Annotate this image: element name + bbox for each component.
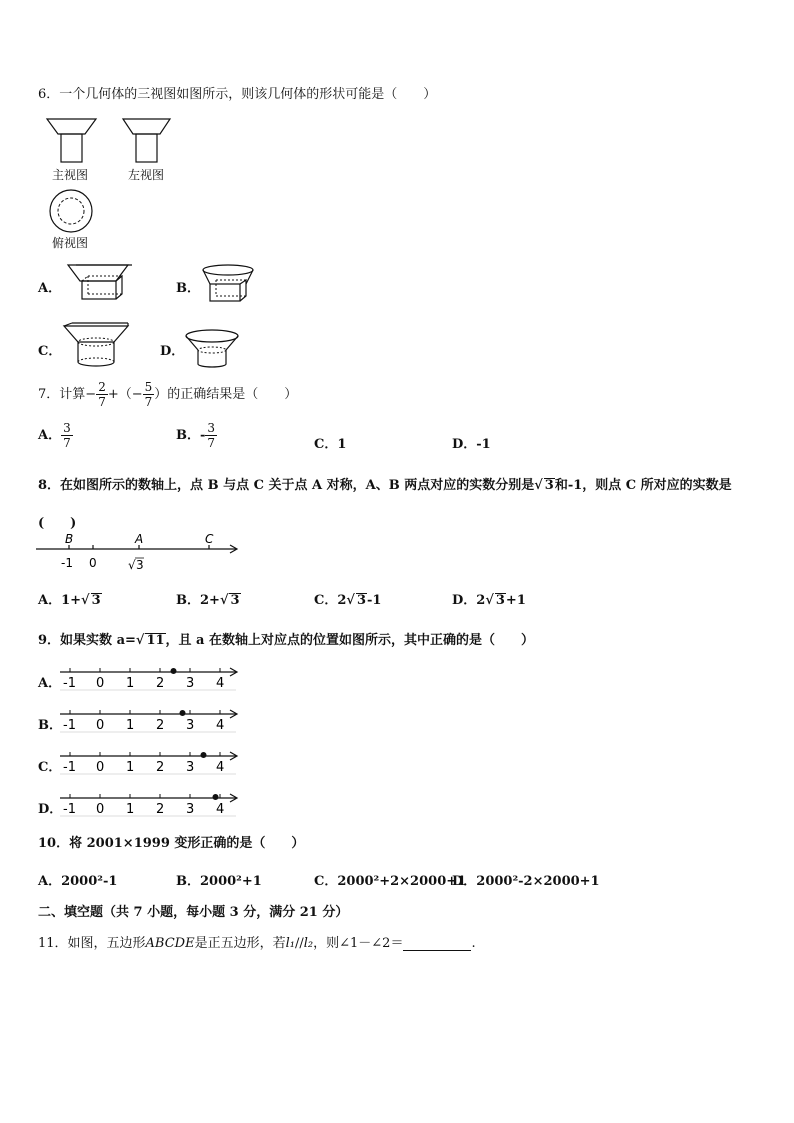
q9-axis-tick-label: 3 bbox=[186, 760, 195, 775]
q6-option-b-figure bbox=[200, 264, 260, 306]
question-9-text bbox=[38, 629, 534, 648]
q9-option-a-label: A． bbox=[38, 676, 62, 691]
q8-option-a-text: A．1+ bbox=[38, 593, 82, 608]
q9-option-b-number-line bbox=[58, 706, 240, 734]
q9-text-part2: ，且 a 在数轴上对应点的位置如图所示，其中正确的是（ ） bbox=[165, 633, 535, 648]
q6-option-a-label: A． bbox=[38, 281, 62, 296]
q6-option-b-label: B． bbox=[176, 281, 200, 296]
q8-axis-root-sign: √ bbox=[128, 558, 136, 572]
q6-option-a-figure bbox=[66, 261, 136, 303]
q8-root-value: 3 bbox=[544, 478, 554, 493]
q8-axis-label-a: A bbox=[135, 532, 144, 546]
q11-pentagon-name: ABCDE bbox=[145, 936, 195, 951]
q6-option-c-label: C． bbox=[38, 344, 62, 359]
q9-axis-tick-label: 0 bbox=[96, 760, 105, 775]
top-view-figure bbox=[48, 188, 98, 234]
q9-axis-tick-label: -1 bbox=[63, 718, 76, 733]
q8-option-d-tail: +1 bbox=[505, 593, 526, 608]
q9-axis-tick-label: 3 bbox=[186, 718, 195, 733]
q9-axis-tick-label: -1 bbox=[63, 802, 76, 817]
q7-option-b-num: 3 bbox=[207, 421, 216, 435]
q9-axis-tick-label: 1 bbox=[126, 718, 135, 733]
q6-option-c-figure bbox=[62, 322, 132, 370]
q9-axis-tick-label: -1 bbox=[63, 760, 76, 775]
left-view-figure bbox=[120, 116, 176, 166]
q7-option-a-num: 3 bbox=[63, 421, 71, 435]
q9-point-a bbox=[171, 668, 177, 674]
q8-option-c-tail: -1 bbox=[367, 593, 382, 608]
q9-point-a bbox=[201, 752, 207, 758]
section-2-heading: 二、填空题（共 7 小题，每小题 3 分，满分 21 分） bbox=[38, 905, 349, 920]
q10-option-d: D．2000²-2×2000+1 bbox=[452, 874, 600, 889]
q11-parallel: // bbox=[294, 936, 304, 951]
q11-line-l2: l₂ bbox=[303, 936, 314, 951]
q7-fraction-2-num: 5 bbox=[144, 380, 153, 394]
q7-minus: − bbox=[85, 387, 97, 402]
q9-text-part1: 9．如果实数 a= bbox=[38, 633, 136, 648]
left-view-caption: 左视图 bbox=[128, 168, 165, 182]
q11-end: . bbox=[471, 936, 476, 951]
q8-option-c-root: 3 bbox=[356, 593, 366, 608]
q6-option-d-figure bbox=[184, 328, 244, 372]
q9-axis-tick-label: 1 bbox=[126, 676, 135, 691]
q7-option-a-label: A． bbox=[38, 428, 62, 443]
q11-text-part3: ，则∠1－∠2＝ bbox=[313, 936, 404, 951]
q8-option-a-root: 3 bbox=[91, 593, 101, 608]
q9-axis-tick-label: 1 bbox=[126, 760, 135, 775]
q9-axis-tick-label: 2 bbox=[156, 802, 165, 817]
q7-option-c: C．1 bbox=[314, 437, 347, 452]
q8-option-b: B．2+√ 3 bbox=[176, 593, 240, 608]
q9-axis-tick-label: 0 bbox=[96, 676, 105, 691]
q8-option-a: A．1+√ 3 bbox=[38, 593, 101, 608]
q9-option-a-number-line bbox=[58, 664, 240, 692]
q9-axis-tick-label: 4 bbox=[216, 676, 225, 691]
q8-axis-label-b: B bbox=[65, 532, 74, 546]
q9-option-b-label: B． bbox=[38, 718, 62, 733]
q6-option-d-label: D． bbox=[160, 344, 185, 359]
q9-axis-tick-label: 2 bbox=[156, 676, 165, 691]
front-view-caption: 主视图 bbox=[52, 168, 89, 182]
q8-option-d-text: D．2 bbox=[452, 593, 486, 608]
q11-text-part1: 11．如图，五边形 bbox=[38, 936, 146, 951]
q8-option-b-text: B．2+ bbox=[176, 593, 220, 608]
q7-prefix: 7．计算 bbox=[38, 387, 86, 402]
q7-option-b-fraction bbox=[205, 421, 217, 450]
q9-axis-tick-label: 4 bbox=[216, 802, 225, 817]
q10-option-a: A．2000²-1 bbox=[38, 874, 118, 889]
q9-point-a bbox=[213, 794, 219, 800]
q8-axis-tick-0: 0 bbox=[89, 556, 97, 570]
q8-option-c: C．2√ 3-1 bbox=[314, 593, 382, 608]
q7-option-a bbox=[38, 421, 73, 450]
q7-option-b bbox=[176, 421, 217, 450]
top-view-caption: 俯视图 bbox=[52, 236, 89, 250]
question-8-paren: ( ) bbox=[38, 516, 77, 531]
q11-line-l1: l₁ bbox=[285, 936, 295, 951]
q11-text-part2: 是正五边形，若 bbox=[194, 936, 286, 951]
q9-root-value: 11 bbox=[146, 633, 165, 648]
question-8-text bbox=[38, 474, 732, 493]
q7-option-a-den: 7 bbox=[63, 436, 71, 450]
q9-option-d-number-line bbox=[58, 790, 240, 818]
q9-axis-tick-label: -1 bbox=[63, 676, 76, 691]
q8-root: √ 3 bbox=[534, 478, 554, 493]
q8-text-part2: 和-1，则点 C 所对应的实数是 bbox=[554, 478, 732, 493]
q9-axis-tick-label: 2 bbox=[156, 760, 165, 775]
q10-option-c: C．2000²+2×2000+1 bbox=[314, 874, 467, 889]
q9-axis-tick-label: 4 bbox=[216, 760, 225, 775]
q9-axis-tick-label: 4 bbox=[216, 718, 225, 733]
q8-text-part1: 8．在如图所示的数轴上，点 B 与点 C 关于点 A 对称，A、B 两点对应的实数分别是 bbox=[38, 478, 535, 493]
q7-option-a-fraction bbox=[61, 421, 73, 450]
q9-option-c-number-line bbox=[58, 748, 240, 776]
q7-fraction-1-num: 2 bbox=[98, 380, 106, 394]
question-6-text: 6．一个几何体的三视图如图所示，则该几何体的形状可能是（ ） bbox=[38, 87, 437, 102]
question-10-text: 10．将 2001×1999 变形正确的是（ ） bbox=[38, 836, 305, 851]
q9-option-d-label: D． bbox=[38, 802, 63, 817]
q8-axis-tick-minus1: -1 bbox=[61, 556, 73, 570]
q9-axis-tick-label: 0 bbox=[96, 718, 105, 733]
q9-axis-tick-label: 2 bbox=[156, 718, 165, 733]
question-7-text bbox=[38, 380, 297, 409]
q9-point-a bbox=[180, 710, 186, 716]
q9-axis-tick-label: 3 bbox=[186, 676, 195, 691]
q7-fraction-2 bbox=[143, 380, 155, 409]
q8-number-line bbox=[36, 532, 246, 574]
q7-fraction-2-den: 7 bbox=[144, 395, 153, 409]
q9-option-c-label: C． bbox=[38, 760, 62, 775]
q7-suffix: ）的正确结果是（ ） bbox=[154, 387, 298, 402]
question-11-text bbox=[38, 932, 476, 951]
q7-option-b-den: 7 bbox=[207, 436, 216, 450]
q10-option-b: B．2000²+1 bbox=[176, 874, 262, 889]
q9-axis-tick-label: 0 bbox=[96, 802, 105, 817]
q9-axis-tick-label: 1 bbox=[126, 802, 135, 817]
q11-answer-blank[interactable] bbox=[403, 938, 471, 951]
q7-option-d: D．-1 bbox=[452, 437, 491, 452]
q8-option-c-text: C．2 bbox=[314, 593, 347, 608]
q9-axis-tick-label: 3 bbox=[186, 802, 195, 817]
front-view-figure bbox=[44, 116, 100, 166]
q8-option-b-root: 3 bbox=[230, 593, 240, 608]
q7-option-b-label: B．- bbox=[176, 428, 206, 443]
q7-fraction-1-den: 7 bbox=[98, 395, 106, 409]
q8-axis-root: 3 bbox=[136, 558, 144, 572]
q7-mid: +（− bbox=[107, 387, 143, 402]
q8-option-d: D．2√ 3+1 bbox=[452, 593, 526, 608]
q8-axis-label-c: C bbox=[205, 532, 214, 546]
q9-root: √ 11 bbox=[135, 633, 165, 648]
q7-fraction-1 bbox=[96, 380, 108, 409]
q8-option-d-root: 3 bbox=[495, 593, 505, 608]
